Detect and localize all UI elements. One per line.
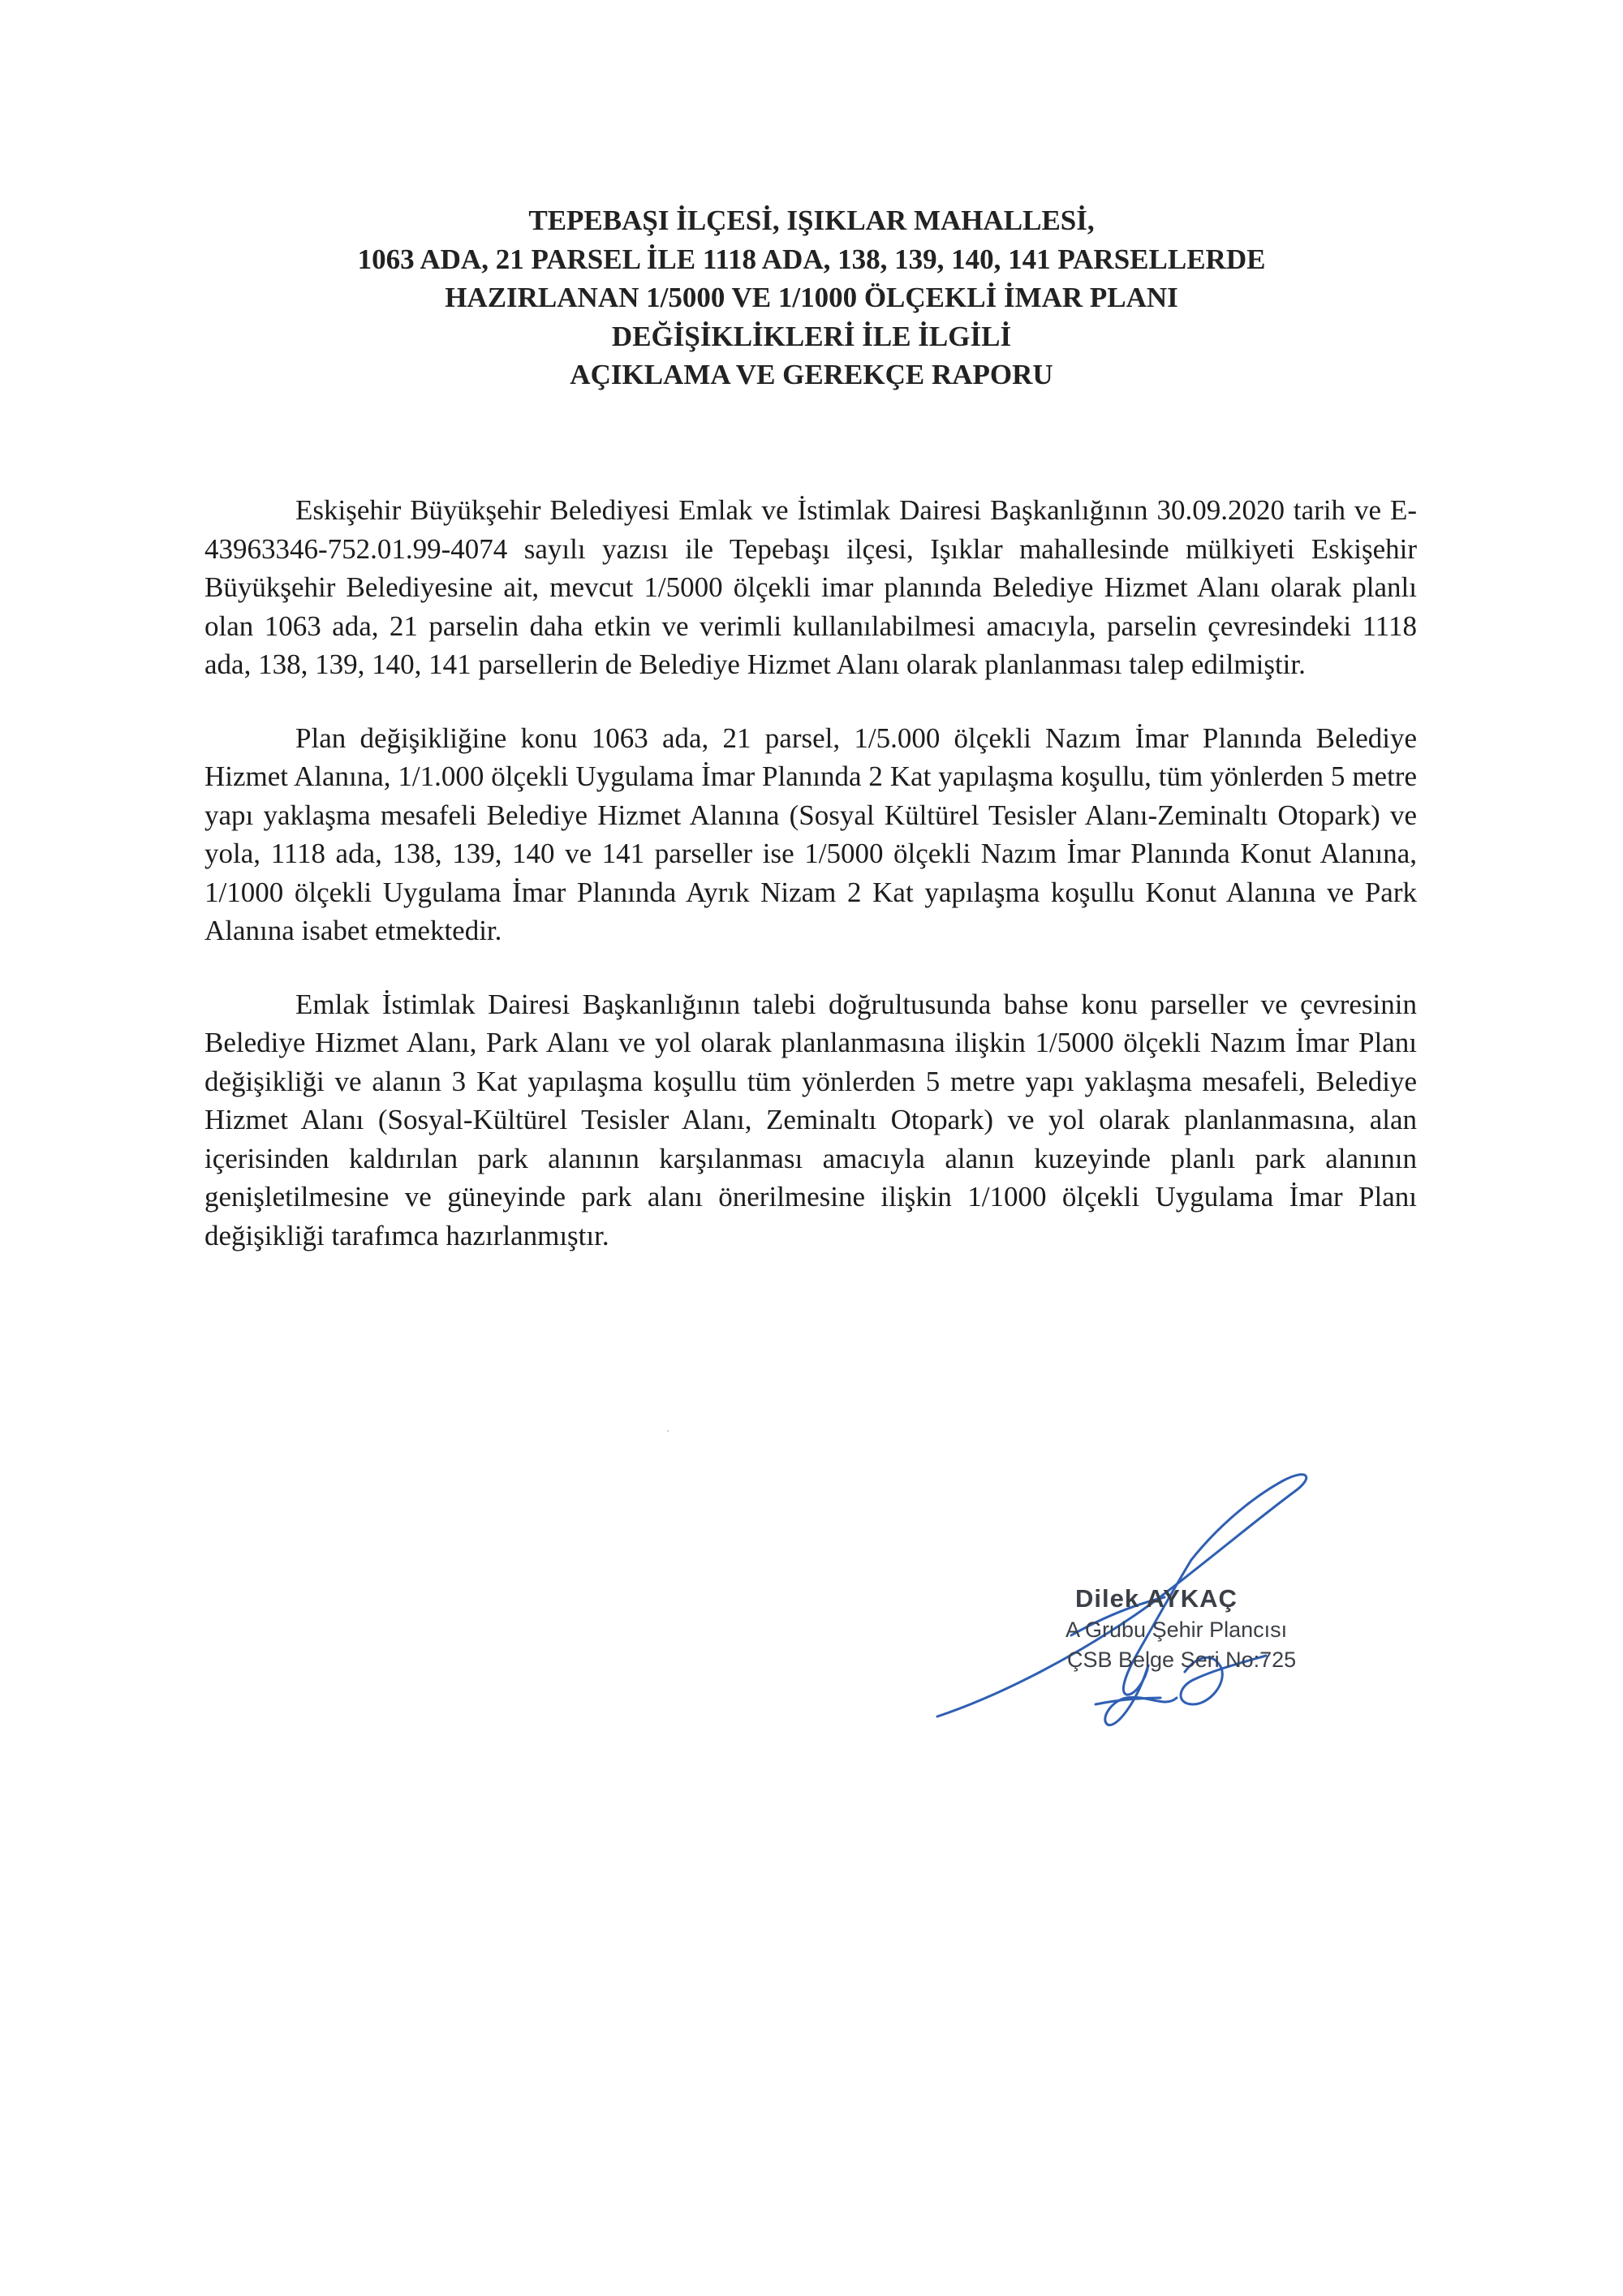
signature-block — [933, 1461, 1355, 1802]
title-line-1: TEPEBAŞI İLÇESİ, IŞIKLAR MAHALLESİ, — [528, 205, 1095, 236]
title-line-3: HAZIRLANAN 1/5000 VE 1/1000 ÖLÇEKLİ İMAR PLANI — [445, 282, 1178, 313]
report-title — [0, 201, 1623, 394]
scan-speck — [667, 1430, 669, 1432]
signer-title: A Grubu Şehir Plancısı — [1065, 1618, 1288, 1642]
title-line-2: 1063 ADA, 21 PARSEL İLE 1118 ADA, 138, 139, 140, 141 PARSELLERDE — [357, 243, 1266, 275]
report-body — [204, 491, 1417, 1290]
paragraph-1: Eskişehir Büyükşehir Belediyesi Emlak ve İstimlak Dairesi Başkanlığının 30.09.2020 tarih ve E-43963346-752.01.99-4074 sayılı yazısı ile Tepebaşı ilçesi, Işıklar mahallesinde mülkiyeti Eskişehir Büyükşehir Belediyesine ait, mevcut 1/5000 ölçekli imar planında Belediye Hizmet Alanı olarak planlı olan 1063 ada, 21 parselin daha etkin ve verimli kullanılabilmesi amacıyla, parselin çevresindeki 1118 ada, 138, 139, 140, 141 parsellerin de Belediye Hizmet Alanı olarak planlanması talep edilmiştir. — [204, 494, 1417, 680]
paragraph-2: Plan değişikliğine konu 1063 ada, 21 parsel, 1/5.000 ölçekli Nazım İmar Planında Belediye Hizmet Alanına, 1/1.000 ölçekli Uygulama İmar Planında 2 Kat yapılaşma koşullu, tüm yönlerden 5 metre yapı yaklaşma mesafeli Belediye Hizmet Alanına (Sosyal Kültürel Tesisler Alanı-Zeminaltı Otopark) ve yola, 1118 ada, 138, 139, 140 ve 141 parseller ise 1/5000 ölçekli Nazım İmar Planında Konut Alanına, 1/1000 ölçekli Uygulama İmar Planında Ayrık Nizam 2 Kat yapılaşma koşullu Konut Alanına ve Park Alanına isabet etmektedir. — [204, 722, 1417, 946]
official-stamp — [1065, 1583, 1297, 1675]
signer-name: Dilek AYKAÇ — [1075, 1584, 1238, 1613]
title-line-4: DEĞİŞİKLİKLERİ İLE İLGİLİ — [611, 320, 1012, 352]
paragraph-3: Emlak İstimlak Dairesi Başkanlığının talebi doğrultusunda bahse konu parseller ve çevresinin Belediye Hizmet Alanı, Park Alanı ve yol olarak planlanmasına ilişkin 1/5000 ölçekli Nazım İmar Planı değişikliği ve alanın 3 Kat yapılaşma koşullu tüm yönlerden 5 metre yapı yaklaşma mesafeli, Belediye Hizmet Alanı (Sosyal-Kültürel Tesisler Alanı, Zeminaltı Otopark) ve yol olarak planlanmasına, alan içerisinden kaldırılan park alanının karşılanması amacıyla alanın kuzeyinde planlı park alanının genişletilmesine ve güneyinde park alanı önerilmesine ilişkin 1/1000 ölçekli Uygulama İmar Planı değişikliği tarafımca hazırlanmıştır. — [204, 988, 1417, 1251]
signer-certificate: ÇSB Belge Seri No:725 — [1067, 1648, 1297, 1672]
title-line-5: AÇIKLAMA VE GEREKÇE RAPORU — [570, 359, 1053, 390]
